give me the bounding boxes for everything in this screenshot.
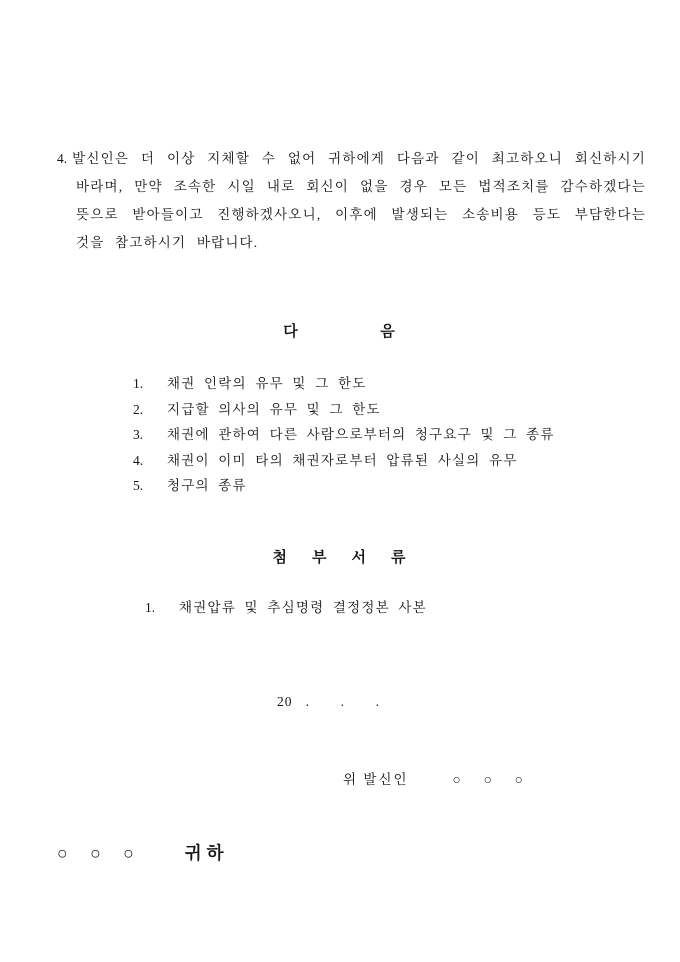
item-number: 2. xyxy=(133,401,144,417)
item-text: 채권 인락의 유무 및 그 한도 xyxy=(167,376,367,391)
sender-name-seal: ○ ○ ○ xyxy=(452,772,524,787)
item-text: 채권압류 및 추심명령 결정정본 사본 xyxy=(179,600,427,615)
item-text: 지급할 의사의 유무 및 그 한도 xyxy=(167,401,381,417)
sender-label: 위 발신인 xyxy=(343,772,409,787)
item-number: 5. xyxy=(133,478,144,493)
attachment-list xyxy=(145,595,427,621)
list-item xyxy=(133,397,555,423)
item-number: 3. xyxy=(133,427,144,442)
list-item xyxy=(133,371,555,397)
item-number: 1. xyxy=(145,600,156,615)
attachments-heading: 첨 부 서 류 xyxy=(272,550,408,566)
item-text: 채권에 관하여 다른 사람으로부터의 청구요구 및 그 종류 xyxy=(167,427,555,442)
daum-list xyxy=(133,371,555,499)
notice-item-number: 4. xyxy=(57,151,68,166)
sender-line xyxy=(343,768,524,788)
item-number: 4. xyxy=(133,452,144,468)
item-text: 청구의 종류 xyxy=(167,478,247,493)
item-text: 채권이 이미 타의 채권자로부터 압류된 사실의 유무 xyxy=(167,452,518,468)
date-line: 20 . . . xyxy=(277,694,380,709)
list-item xyxy=(133,422,555,448)
daum-heading: 다 음 xyxy=(283,324,397,340)
list-item xyxy=(133,448,555,474)
recipient-line xyxy=(57,840,229,865)
item-number: 1. xyxy=(133,376,144,391)
notice-body: 발신인은 더 이상 지체할 수 없어 귀하에게 다음과 같이 최고하오니 회신하시기 바라며, 만약 조속한 시일 내로 회신이 없을 경우 모든 법적조치를 감수하겠다는 뜻으로 받아들이고 진행하겠사오니, 이후에 발생되는 소송비용 등도 부담한다는 것을 참고하시기 바랍니다. xyxy=(72,151,646,250)
notice-paragraph xyxy=(57,145,646,257)
attachment-item xyxy=(145,595,427,621)
recipient-name-seal: ○ ○ ○ xyxy=(57,843,135,863)
recipient-honorific: 귀하 xyxy=(184,843,229,863)
list-item xyxy=(133,473,555,499)
